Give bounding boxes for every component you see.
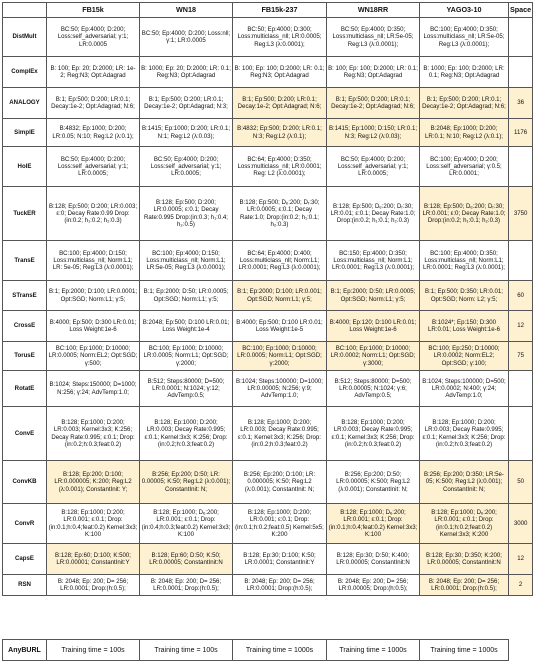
param-cell: B:128; Ep:1000; D:200; LR:0.003; Decay Rate:0.995; ε:0.1; Kernel:3x3; K:256; Drop:(in:0.2;h:0.3;feat:0.2) — [233, 407, 327, 461]
model-name-cell: CrossE — [3, 311, 47, 342]
param-cell: B:128; Ep:1000; D:200; LR:0.003; Decay Rate:0.995; ε:0.1; Kernel:3x3; K:256; Drop:(in:0.2;h:0.3;feat:0.2) — [420, 407, 509, 461]
param-cell: BC:50; Ep:4000; D:200; Loss:self_adversarial; γ:1; LR:0.0005; — [47, 147, 140, 187]
param-cell: B:512; Steps:80000; D=500; LR:0.00005; N:1024; γ:6; AdvTemp:0.5; — [327, 371, 420, 407]
param-cell: B:128; Ep:1000; Dₑ:200; LR:0.001; ε:0.1; Drop:(in:0.4;h:0.3;feat:0.2) Kernel:3x3; K:100 — [140, 504, 233, 544]
param-cell: B:2048; Ep:1000; D:200; LR:0.1; N:10; Reg:L2 (λ:0.1); — [420, 119, 509, 147]
param-cell: B:128; Ep:1000; D:200; LR:0.001; ε:0.1; Drop:(in:0.1;h:0.4;feat:0.2) Kernel:3x3; K:100 — [47, 504, 140, 544]
footer-cell: Training time = 1000s — [233, 640, 327, 661]
model-name-cell: TuckER — [3, 187, 47, 241]
table-row — [3, 18, 533, 57]
param-cell: B:4000; Ep:120; D:100 LR:0.01; Loss Weight:1e-6 — [327, 311, 420, 342]
space-cell — [509, 147, 533, 187]
table-row — [3, 342, 533, 371]
table-row — [3, 544, 533, 575]
param-cell: B: 1000; Ep: 100; D:2000; LR: 0.1; Reg:N3; Opt:Adagrad — [420, 57, 509, 88]
param-cell: BC:50; Ep:4000; D:200; Loss:self_adversarial; γ:1; LR:0.0005; — [140, 147, 233, 187]
model-name-cell: ANALOGY — [3, 88, 47, 119]
anyburl-footer-table — [2, 639, 509, 661]
param-cell: BC:64; Ep:4000; D:350; Loss:multiclass_nll; LR:0.0001; Reg: L2 (λ:0.0001); — [233, 147, 327, 187]
param-cell: B: 2048; Ep: 200; D= 256; LR:0.0001; Drop:(h:0.5); — [420, 575, 509, 596]
model-name-cell: RSN — [3, 575, 47, 596]
param-cell: B:1024*; Ep:150; D:300 LR:0.01; Loss Weight:1e-6 — [420, 311, 509, 342]
space-cell: 1176 — [509, 119, 533, 147]
param-cell: BC:64; Ep:4000; D:400; Loss:multiclass_nll; Norm:L1; LR:0.0001; Reg:L3 (λ:0.0001); — [233, 241, 327, 281]
header-cell-corner — [3, 3, 47, 18]
param-cell: B:128; Ep:500; Dₑ:200; Dᵣ:30; LR:0.01; ε:0.1; Decay Rate:1.0; Drop:(in:0.2; h₁:0.1; h₂:0.3) — [327, 187, 420, 241]
param-cell: BC:100; Ep:4000; D:350; Loss:multiclass_nll; Norm:L1; LR:0.0001; Reg:L3 (λ:0.0001); — [420, 241, 509, 281]
footer-model-name: AnyBURL — [3, 640, 47, 661]
param-cell: B:128; Ep:1000; D:200; LR:0.003; Decay Rate:0.995; ε:0.1; Kernel:3x3; K:256; Drop:(in:0.2;h:0.3;feat:0.2) — [327, 407, 420, 461]
param-cell: B: 2048; Ep: 200; D= 256; LR:0.00005; Drop:(h:0.5); — [327, 575, 420, 596]
param-cell: B: 2048; Ep: 200; D= 256; LR:0.0001; Drop:(h:0.5); — [233, 575, 327, 596]
table-row — [3, 371, 533, 407]
param-cell: B:128; Ep:200; D:100; LR:0.000005; K:200; Reg:L2 (λ:0.001); ConstantInit: Y; — [47, 461, 140, 504]
table-row — [3, 575, 533, 596]
param-cell: BC:100; Ep:4000; D:200; Loss:self_adversarial; γ:0.5; LR:0.0001; — [420, 147, 509, 187]
param-cell: B:1; Ep:500; D:200; LR:0.1; Decay:1e-2; Opt:Adagrad; N:6; — [420, 88, 509, 119]
model-name-cell: ConvR — [3, 504, 47, 544]
param-cell: B:128; Ep:1000; D:200; LR:0.001; ε:0.1; Drop:(in:0.1;h:0.2;feat:0.5) Kernel:5x5; K:200 — [233, 504, 327, 544]
param-cell: B:128; Ep:1000; D:200; LR:0.003; Kernel:3x3; K:256; Decay Rate:0.995; ε:0.1; Drop:(in:0.2;h:0.3;feat:0.2) — [47, 407, 140, 461]
space-cell: 60 — [509, 281, 533, 311]
param-cell: BC:100; Ep:4000; D:150; Loss:multiclass_nll; Norm:L1; LR: 5e-05; Reg:L3 (λ:0.0001); — [47, 241, 140, 281]
param-cell: B:128; Ep:500; Dₑ:200; Dᵣ:30; LR:0.0005; ε:0.1; Decay Rate:1.0; Drop:(in:0.2; h₁:0.1; h₂:0.3) — [233, 187, 327, 241]
param-cell: BC:100; Ep:4000; D:350; Loss:multiclass_nll; LR:5e-05; Reg:L3 (λ:0.0001); — [420, 18, 509, 57]
param-cell: B:128; Ep:500; D:200; LR:0.003; ε:0; Decay Rate:0.99 Drop:(in:0.2; h₁:0.2; h₂:0.3) — [47, 187, 140, 241]
param-cell: BC:50; Ep:4000; D:200; Loss:self_adversarial; γ:1; LR:0.0005 — [47, 18, 140, 57]
param-cell: B:2048; Ep:500; D:100 LR:0.01; Loss Weight:1e-4 — [140, 311, 233, 342]
header-cell-yago3-10: YAGO3-10 — [420, 3, 509, 18]
param-cell: B:1; Ep:500; D:200; LR:0.1; Decay:1e-2; Opt:Adagrad; N:6; — [47, 88, 140, 119]
param-cell: B:1; Ep:500; D:200; LR:0.1; Decay:1e-2; Opt:Adagrad; N:6; — [233, 88, 327, 119]
param-cell: B:1; Ep:500; D:350; LR:0.01; Opt:SGD; Norm: L2; γ:5; — [420, 281, 509, 311]
param-cell: B:4832; Ep:500; D:200; LR:0.1; N:3; Reg:L2 (λ:0.1); — [233, 119, 327, 147]
model-name-cell: TorusE — [3, 342, 47, 371]
param-cell: B:4000; Ep:500; D:300 LR:0.01; Loss Weight:1e-6 — [47, 311, 140, 342]
header-cell-wn18: WN18 — [140, 3, 233, 18]
param-cell: B:256; Ep:200; D:50; LR:0.00005; K:500; Reg:L2 (λ:0.001); ConstantInit: N; — [327, 461, 420, 504]
model-name-cell: DistMult — [3, 18, 47, 57]
param-cell: B:1415; Ep:1000; D:200; LR:0.1; N:1; Reg:L2 (λ:0.03); — [140, 119, 233, 147]
param-cell: BC:100; Ep:1000; D:10000; LR:0.0002; Norm:L1; Opt:SGD; γ:3000; — [327, 342, 420, 371]
param-cell: B:128; Ep:1000; Dₑ:200; LR:0.001; ε:0.1; Drop:(in:0.1;h:0.4;feat:0.2) Kernel:3x3; K:100 — [327, 504, 420, 544]
space-cell: 50 — [509, 461, 533, 504]
param-cell: B:1; Ep:2000; D:50; LR:0.0005; Opt:SGD; Norm:L1; γ:5; — [140, 281, 233, 311]
table-row — [3, 461, 533, 504]
model-name-cell: SimplE — [3, 119, 47, 147]
model-name-cell: TransE — [3, 241, 47, 281]
param-cell: BC:100; Ep:1000; D:10000; LR:0.0005; Norm:L1; Opt:SGD; γ:2000; — [233, 342, 327, 371]
table-row — [3, 281, 533, 311]
param-cell: B:1; Ep:2000; D:50; LR:0.0005; Opt:SGD; Norm:L1; γ:5; — [327, 281, 420, 311]
model-name-cell: ConvE — [3, 407, 47, 461]
param-cell: B:128; Ep:30; D:100; K:50; LR:0.0001; ConstantInit:Y — [233, 544, 327, 575]
table-row — [3, 407, 533, 461]
table-row — [3, 57, 533, 88]
model-name-cell: ConvKB — [3, 461, 47, 504]
param-cell: B:128; Ep:30; D:50; K:400; LR:0.00005; ConstantInit:N — [327, 544, 420, 575]
param-cell: B: 100; Ep: 100; D:2000; LR: 0.1; Reg:N3; Opt:Adagrad — [233, 57, 327, 88]
param-cell: BC:50; Ep:4000; D:300; Loss:multiclass_nll; LR:0.0005; Reg:L3 (λ:0.0001); — [233, 18, 327, 57]
param-cell: B: 100; Ep: 100; D:2000; LR: 0.1; Reg:N3; Opt:Adagrad — [327, 57, 420, 88]
space-cell: 12 — [509, 544, 533, 575]
param-cell: B:1; Ep:500; D:200; LR:0.1; Decay:1e-2; Opt:Adagrad; N:3; — [140, 88, 233, 119]
model-name-cell: ComplEx — [3, 57, 47, 88]
param-cell: B:1415; Ep:1000; D:150; LR:0.1; N:3; Reg:L2 (λ:0.03); — [327, 119, 420, 147]
param-cell: B:1; Ep:2000; D:100; LR:0.0001; Opt:SGD; Norm:L1; γ:5; — [47, 281, 140, 311]
header-row — [3, 3, 533, 18]
param-cell: B:1; Ep:500; D:200; LR:0.1; Decay:1e-2; Opt:Adagrad; N:6; — [327, 88, 420, 119]
table-row — [3, 187, 533, 241]
param-cell: B:128; Ep:60; D:50; K:50; LR:0.00005; ConstantInit:N — [140, 544, 233, 575]
model-name-cell: STransE — [3, 281, 47, 311]
param-cell: B: 100; Ep: 20; D:2000; LR: 1e-2; Reg:N3; Opt:Adagrad — [47, 57, 140, 88]
table-row — [3, 88, 533, 119]
space-cell — [509, 18, 533, 57]
param-cell: BC:50; Ep:4000; D:200; Loss:nll; γ:1; LR:0.0005 — [140, 18, 233, 57]
table-row — [3, 504, 533, 544]
space-cell: 75 — [509, 342, 533, 371]
param-cell: B:512; Steps:80000; D=500; LR:0.0001; N:1024; γ:12; AdvTemp:0.5; — [140, 371, 233, 407]
hyperparameter-table — [2, 2, 533, 596]
model-name-cell: CapsE — [3, 544, 47, 575]
model-name-cell: HolE — [3, 147, 47, 187]
param-cell: BC:100; Ep:250; D:10000; LR:0.0002; Norm:EL2; Opt:SGD; γ:100; — [420, 342, 509, 371]
space-cell — [509, 407, 533, 461]
header-cell-space: Space — [509, 3, 533, 18]
param-cell: B:128; Ep:500; D:200; LR:0.0005; ε:0.1; Decay Rate:0.995 Drop:(in:0.3; h₁:0.4; h₂:0.5) — [140, 187, 233, 241]
param-cell: B:256; Ep:200; D:350; LR:5e-05; K:500; Reg:L2 (λ:0.001); ConstantInit: N; — [420, 461, 509, 504]
param-cell: BC:150; Ep:4000; D:350; Loss:multiclass_nll; Norm:L1; LR:0.0001; Reg:L3 (λ:0.0001); — [327, 241, 420, 281]
space-cell: 2 — [509, 575, 533, 596]
footer-cell: Training time = 100s — [140, 640, 233, 661]
param-cell: B:128; Ep:1000; D:200; LR:0.003; Decay Rate:0.995; ε:0.1; Kernel:3x3; K:256; Drop:(in:0.2;h:0.3;feat:0.2) — [140, 407, 233, 461]
param-cell: B:256; Ep:200; D:50; LR: 0.00005; K:50; Reg:L2 (λ:0.001); ConstantInit: N; — [140, 461, 233, 504]
footer-cell: Training time = 100s — [47, 640, 140, 661]
param-cell: BC:50; Ep:4000; D:200; Loss:self_adversarial; γ:1; LR:0.0005; — [327, 147, 420, 187]
param-cell: BC:100; Ep:1000; D:10000; LR:0.0005; Norm:L1; Opt:SGD; γ:2000; — [140, 342, 233, 371]
param-cell: B:1024; Steps:100000; D=500; LR:0.0002; N:400; γ:24; AdvTemp:1.0; — [420, 371, 509, 407]
param-cell: B:128; Ep:60; D:100; K:500; LR:0.00001; ConstantInit:Y — [47, 544, 140, 575]
header-cell-fb15k: FB15k — [47, 3, 140, 18]
space-cell — [509, 57, 533, 88]
space-cell — [509, 371, 533, 407]
footer-cell: Training time = 1000s — [327, 640, 420, 661]
param-cell: B:1; Ep:2000; D:100; LR:0.001; Opt:SGD; Norm:L1; γ:5; — [233, 281, 327, 311]
footer-row — [3, 640, 509, 661]
param-cell: BC:100; Ep:1000; D:10000; LR:0.0005; Norm:EL2; Opt:SGD; γ:500; — [47, 342, 140, 371]
param-cell: B:4000; Ep:500; D:100 LR:0.01; Loss Weight:1e-5 — [233, 311, 327, 342]
footer-cell: Training time = 1000s — [420, 640, 509, 661]
space-cell — [509, 241, 533, 281]
space-cell: 36 — [509, 88, 533, 119]
param-cell: B:256; Ep:200; D:100; LR: 0.000005; K:50; Reg:L2 (λ:0.001); ConstantInit: N; — [233, 461, 327, 504]
table-row — [3, 311, 533, 342]
space-cell: 3750 — [509, 187, 533, 241]
param-cell: BC:100; Ep:4000; D:150; Loss:multiclass_nll; Norm:L1; LR:5e-05; Reg:L3 (λ:0.0001); — [140, 241, 233, 281]
model-name-cell: RotatE — [3, 371, 47, 407]
param-cell: B:4832; Ep:1000; D:200; LR:0.05; N:10; Reg:L2 (λ:0.1); — [47, 119, 140, 147]
param-cell: B:1024; Steps:100000; D=1000; LR:0.00005; N:256; γ:9; AdvTemp:1.0; — [233, 371, 327, 407]
table-row — [3, 119, 533, 147]
table-row — [3, 147, 533, 187]
header-cell-fb15k-237: FB15k-237 — [233, 3, 327, 18]
param-cell: B:128; Ep:30; D:350; K:200; LR:0.00005; ConstantInit:N — [420, 544, 509, 575]
param-cell: B:1024; Steps:150000; D=1000; N:256; γ:24; AdvTemp:1.0; — [47, 371, 140, 407]
param-cell: B:128; Ep:1000; Dₑ:200; LR:0.001; ε:0.1; Drop:(in:0.1;h:0.2;feat:0.2) Kernel:3x3; K:200 — [420, 504, 509, 544]
space-cell: 12 — [509, 311, 533, 342]
header-cell-wn18rr: WN18RR — [327, 3, 420, 18]
table-row — [3, 241, 533, 281]
param-cell: BC:50; Ep:4000; D:350; Loss:multiclass_nll; LR:5e-05; Reg:L3 (λ:0.0001); — [327, 18, 420, 57]
param-cell: B:128; Ep:500; Dₑ:200; Dᵣ:30; LR:0.001; ε:0; Decay Rate:1.0; Drop:(in:0.2; h₁:0.1; h₂:0.3) — [420, 187, 509, 241]
param-cell: B: 2048; Ep: 200; D= 256; LR:0.0001; Drop:(h:0.5); — [140, 575, 233, 596]
param-cell: B: 2048; Ep: 200; D= 256; LR:0.0001; Drop:(h:0.5); — [47, 575, 140, 596]
param-cell: B: 1000; Ep: 20; D:2000; LR: 0.1; Reg:N3; Opt:Adagrad — [140, 57, 233, 88]
space-cell: 3000 — [509, 504, 533, 544]
